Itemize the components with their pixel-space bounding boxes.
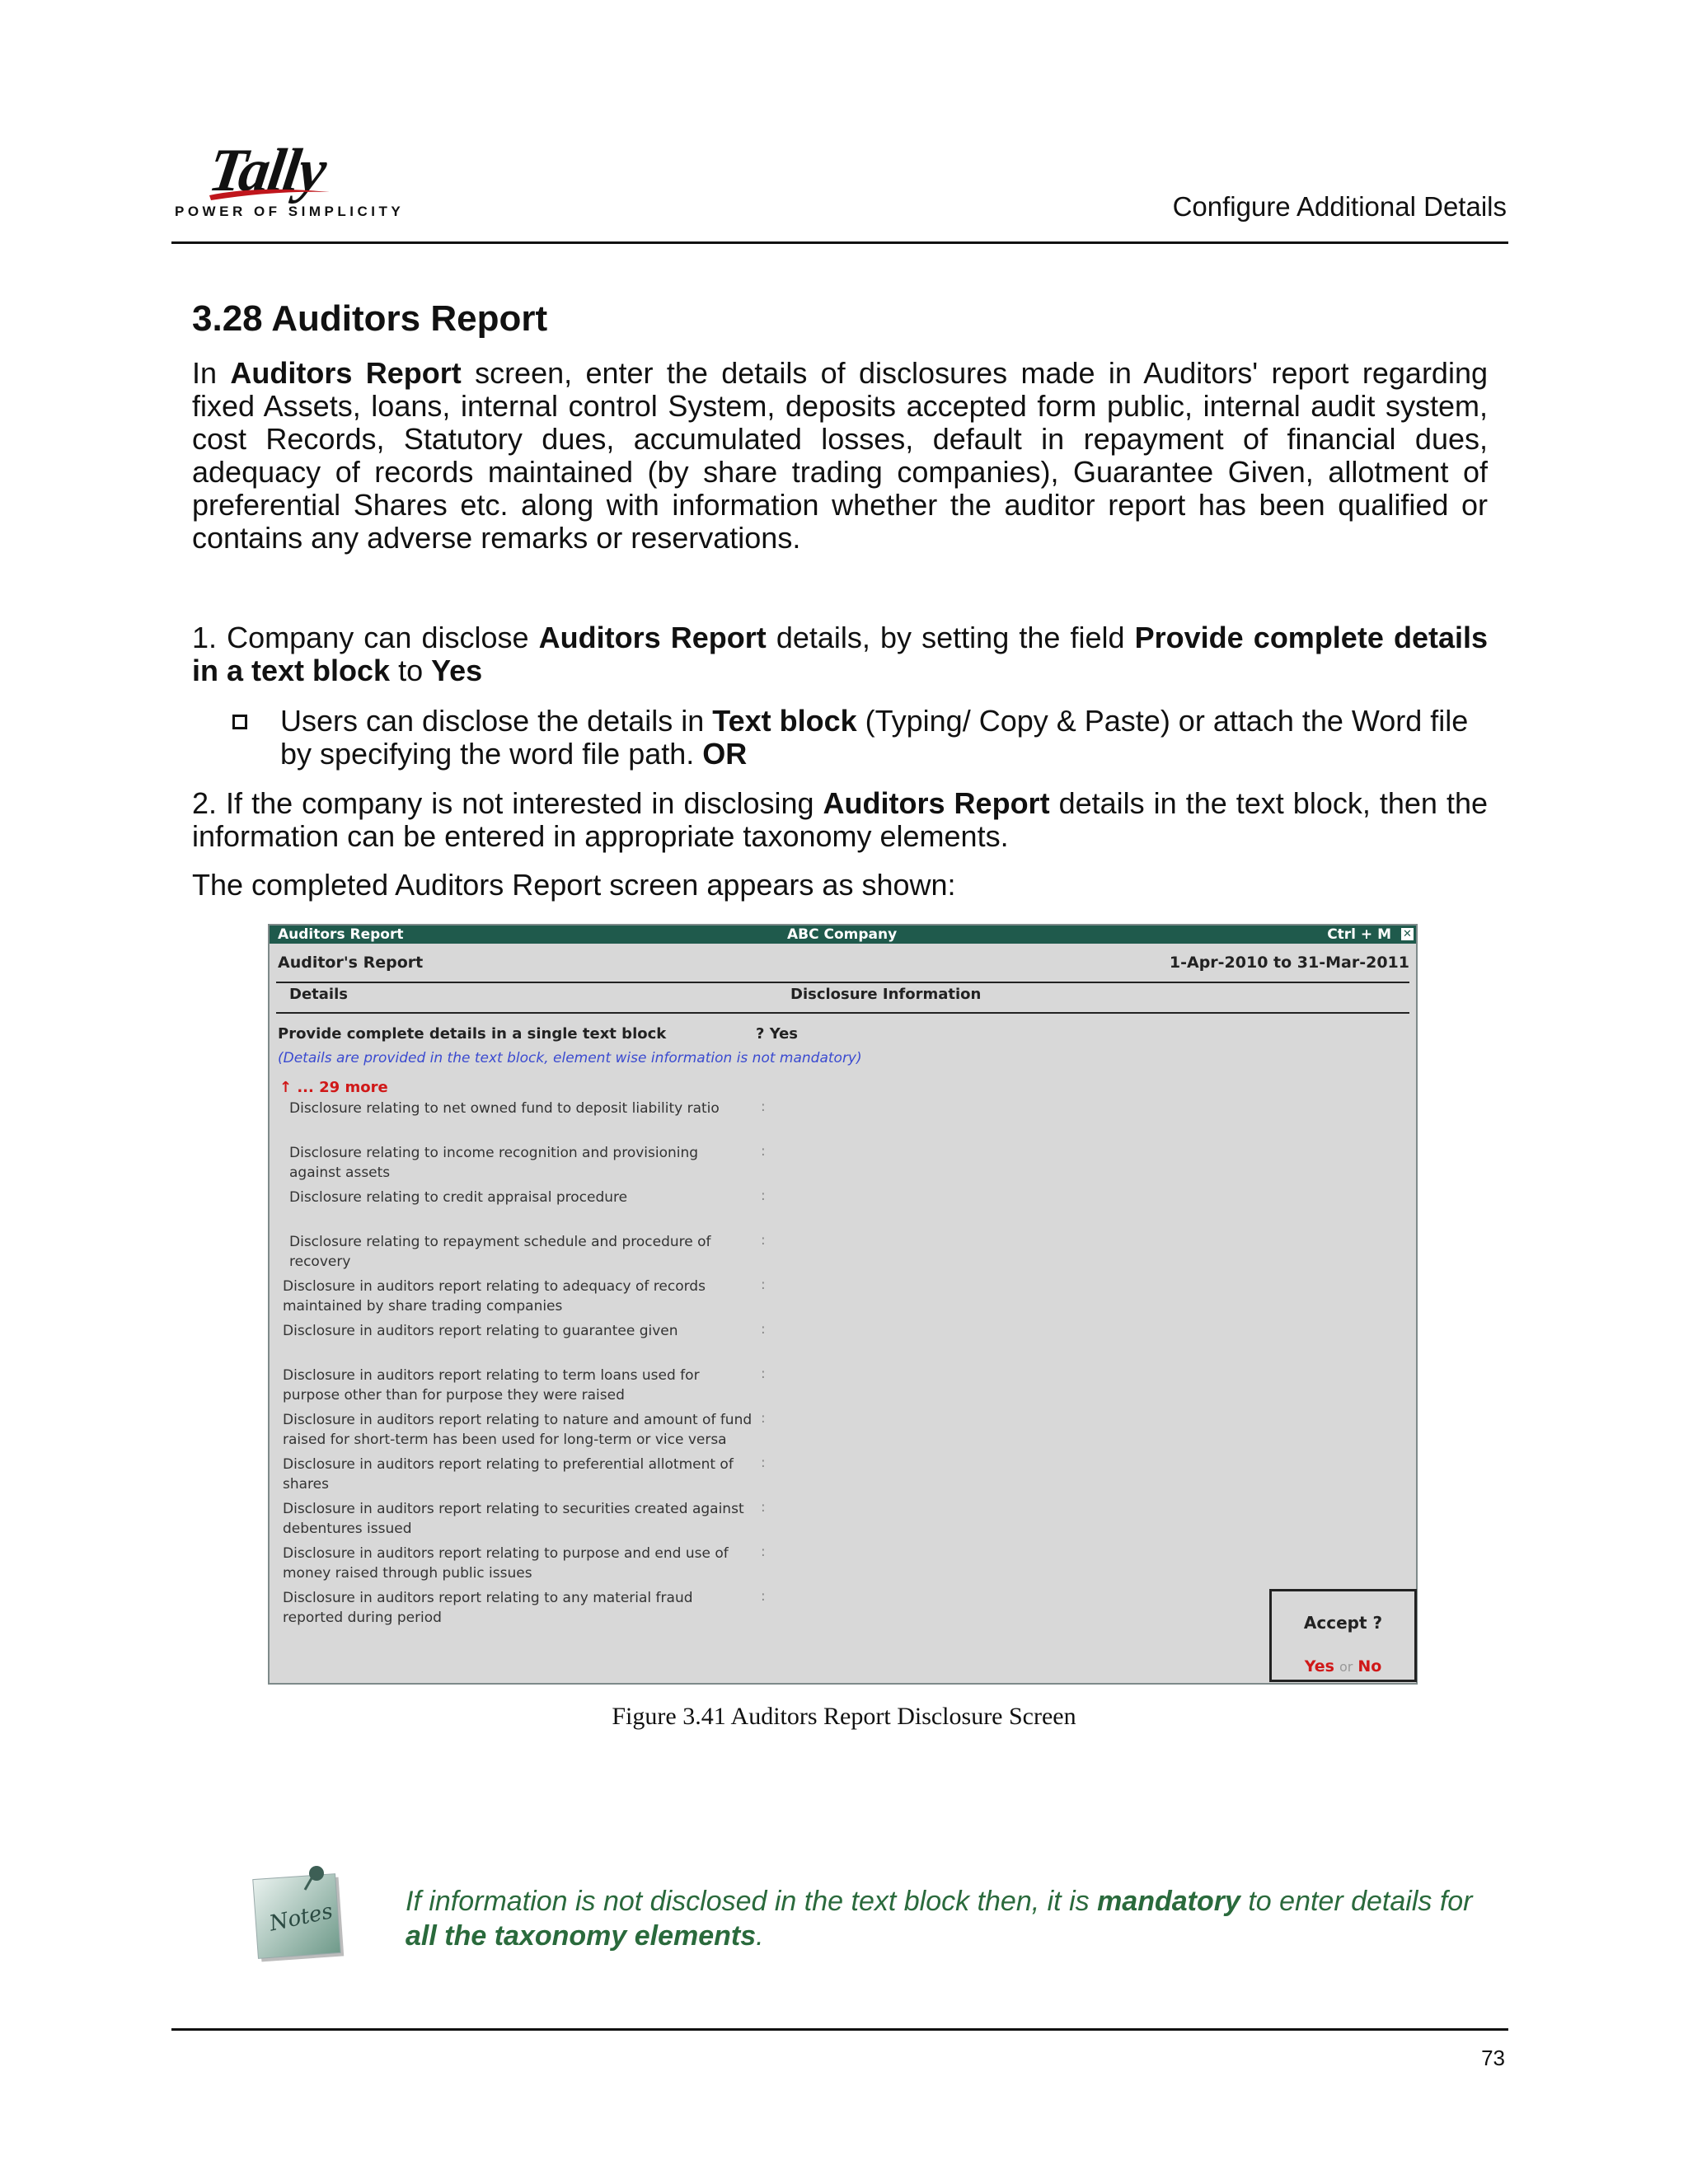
column-header-details: Details: [289, 986, 348, 1003]
provide-details-label: Provide complete details in a single text block: [278, 1025, 667, 1043]
item-label: Disclosure in auditors report relating to term loans used for purpose other than for purpose they were raised: [283, 1367, 700, 1404]
notes-bold-d: all the taxonomy elements: [406, 1920, 757, 1952]
item-colon: :: [761, 1499, 766, 1516]
item-label: Disclosure relating to income recognition and provisioning against assets: [289, 1145, 699, 1181]
list-item[interactable]: [270, 1232, 1292, 1277]
disclosure-list: [270, 1099, 1292, 1633]
accept-options: [1272, 1657, 1414, 1675]
step2-bold-b: Auditors Report: [823, 786, 1050, 820]
notes-icon-label: Notes: [267, 1899, 335, 1937]
titlebar-shortcut: Ctrl + M: [1327, 926, 1391, 943]
close-icon[interactable]: ✕: [1401, 928, 1414, 940]
titlebar-company: ABC Company: [787, 926, 898, 943]
bullet-item: [232, 705, 1493, 771]
item-label: Disclosure relating to repayment schedule and procedure of recovery: [289, 1234, 711, 1270]
notes-text: [406, 1884, 1477, 1953]
list-item[interactable]: [270, 1188, 1292, 1232]
item-label: Disclosure relating to credit appraisal procedure: [289, 1189, 628, 1206]
step1-text-c: details, by setting the field: [766, 621, 1135, 654]
figure-caption: Figure 3.41 Auditors Report Disclosure Screen: [612, 1703, 1076, 1730]
notes-text-a: If information is not disclosed in the text block then, it is: [406, 1886, 1098, 1917]
step1-bold-d: Provide complete details in a text block: [192, 621, 1488, 687]
titlebar-screen-name: Auditors Report: [278, 926, 404, 943]
accept-no-button[interactable]: No: [1357, 1657, 1382, 1675]
item-label: Disclosure in auditors report relating to guarantee given: [283, 1323, 678, 1339]
item-label: Disclosure relating to net owned fund to deposit liability ratio: [289, 1100, 720, 1117]
intro-rest: screen, enter the details of disclosures made in Auditors' report regarding fixed Assets, loans, internal control System, deposits accepted form public, internal audit system, cost Records, Statutory dues, accumulated losses, default in repayment of financial dues, adequacy of records maintained (by share trading companies), Guarantee Given, allotment of preferential Shares etc. along with information whether the auditor report has been qualified or contains any adverse remarks or reservations.: [192, 356, 1488, 555]
step2-text-c: details in the text block, then the information can be entered in appropriate taxonomy elements.: [192, 786, 1488, 853]
notes-text-e: .: [756, 1920, 764, 1952]
screen-report-title: Auditor's Report: [278, 954, 424, 972]
bullet-bold-d: OR: [702, 737, 748, 771]
item-colon: :: [761, 1143, 766, 1160]
item-colon: :: [761, 1099, 766, 1115]
screen-period: 1-Apr-2010 to 31-Mar-2011: [1169, 954, 1409, 972]
notes-icon: [252, 1858, 351, 1966]
item-colon: :: [761, 1277, 766, 1293]
tally-logo: [175, 136, 405, 227]
item-label: Disclosure in auditors report relating to any material fraud reported during period: [283, 1590, 693, 1626]
intro-paragraph: [192, 357, 1488, 555]
list-item[interactable]: [270, 1499, 1292, 1544]
step-1: [192, 621, 1488, 687]
footer-rule: [171, 2028, 1508, 2031]
item-label: Disclosure in auditors report relating to adequacy of records maintained by share trading companies: [283, 1278, 706, 1315]
logo-tagline: POWER OF SIMPLICITY: [175, 204, 405, 219]
list-item[interactable]: [270, 1277, 1292, 1321]
item-colon: :: [761, 1188, 766, 1204]
screen-intro: The completed Auditors Report screen appears as shown:: [192, 868, 956, 902]
list-item[interactable]: [270, 1366, 1292, 1410]
list-item[interactable]: [270, 1099, 1292, 1143]
item-label: Disclosure in auditors report relating to nature and amount of fund raised for short-term has been used for long-term or vice versa: [283, 1412, 753, 1448]
page-number: 73: [1481, 2046, 1505, 2070]
list-item[interactable]: [270, 1544, 1292, 1588]
bullet-text-c: (Typing/ Copy & Paste) or attach the Word file by specifying the word file path.: [280, 704, 1469, 771]
step1-text-e: to: [390, 654, 432, 687]
bullet-bold-b: Text block: [712, 704, 857, 738]
screen-rule-bottom: [276, 1012, 1409, 1014]
screen-rule-top: [276, 982, 1409, 983]
step1-text-a: 1. Company can disclose: [192, 621, 539, 654]
logo-swoosh-icon: [208, 184, 331, 202]
item-label: Disclosure in auditors report relating to preferential allotment of shares: [283, 1456, 734, 1493]
step2-text-a: 2. If the company is not interested in disclosing: [192, 786, 823, 820]
square-bullet-icon: [232, 715, 247, 729]
more-items-indicator[interactable]: ↑ ... 29 more: [279, 1079, 388, 1096]
bullet-text: [280, 705, 1493, 771]
intro-bold: Auditors Report: [230, 356, 462, 390]
item-colon: :: [761, 1410, 766, 1427]
notes-text-c: to enter details for: [1240, 1886, 1473, 1917]
item-colon: :: [761, 1232, 766, 1249]
step-2: [192, 787, 1488, 853]
item-colon: :: [761, 1321, 766, 1338]
auditors-report-screen: [268, 924, 1418, 1685]
item-colon: :: [761, 1455, 766, 1471]
list-item[interactable]: [270, 1321, 1292, 1366]
accept-dialog: [1269, 1589, 1417, 1682]
item-label: Disclosure in auditors report relating to purpose and end use of money raised through public issues: [283, 1545, 729, 1582]
header-rule: [171, 241, 1508, 244]
list-item[interactable]: [270, 1410, 1292, 1455]
intro-prefix: In: [192, 356, 231, 390]
text-block-note: (Details are provided in the text block, element wise information is not mandatory): [278, 1050, 862, 1066]
item-colon: :: [761, 1544, 766, 1560]
bullet-text-a: Users can disclose the details in: [280, 704, 713, 738]
chapter-title: Configure Additional Details: [1172, 191, 1507, 222]
logo-wordmark: Tally: [204, 137, 330, 204]
column-header-disclosure: Disclosure Information: [790, 986, 982, 1003]
screen-titlebar: [270, 926, 1416, 944]
step1-bold-f: Yes: [431, 654, 483, 687]
step1-bold-b: Auditors Report: [538, 621, 767, 654]
item-colon: :: [761, 1588, 766, 1605]
section-heading: 3.28 Auditors Report: [192, 298, 548, 339]
notes-bold-b: mandatory: [1097, 1886, 1240, 1917]
accept-question: Accept ?: [1303, 1613, 1383, 1633]
list-item[interactable]: [270, 1588, 1292, 1633]
accept-or-label: or: [1339, 1659, 1353, 1675]
list-item[interactable]: [270, 1143, 1292, 1188]
item-label: Disclosure in auditors report relating to securities created against debentures issued: [283, 1501, 744, 1537]
accept-yes-button[interactable]: Yes: [1304, 1657, 1334, 1675]
item-colon: :: [761, 1366, 766, 1382]
provide-details-value[interactable]: ? Yes: [756, 1025, 799, 1043]
list-item[interactable]: [270, 1455, 1292, 1499]
